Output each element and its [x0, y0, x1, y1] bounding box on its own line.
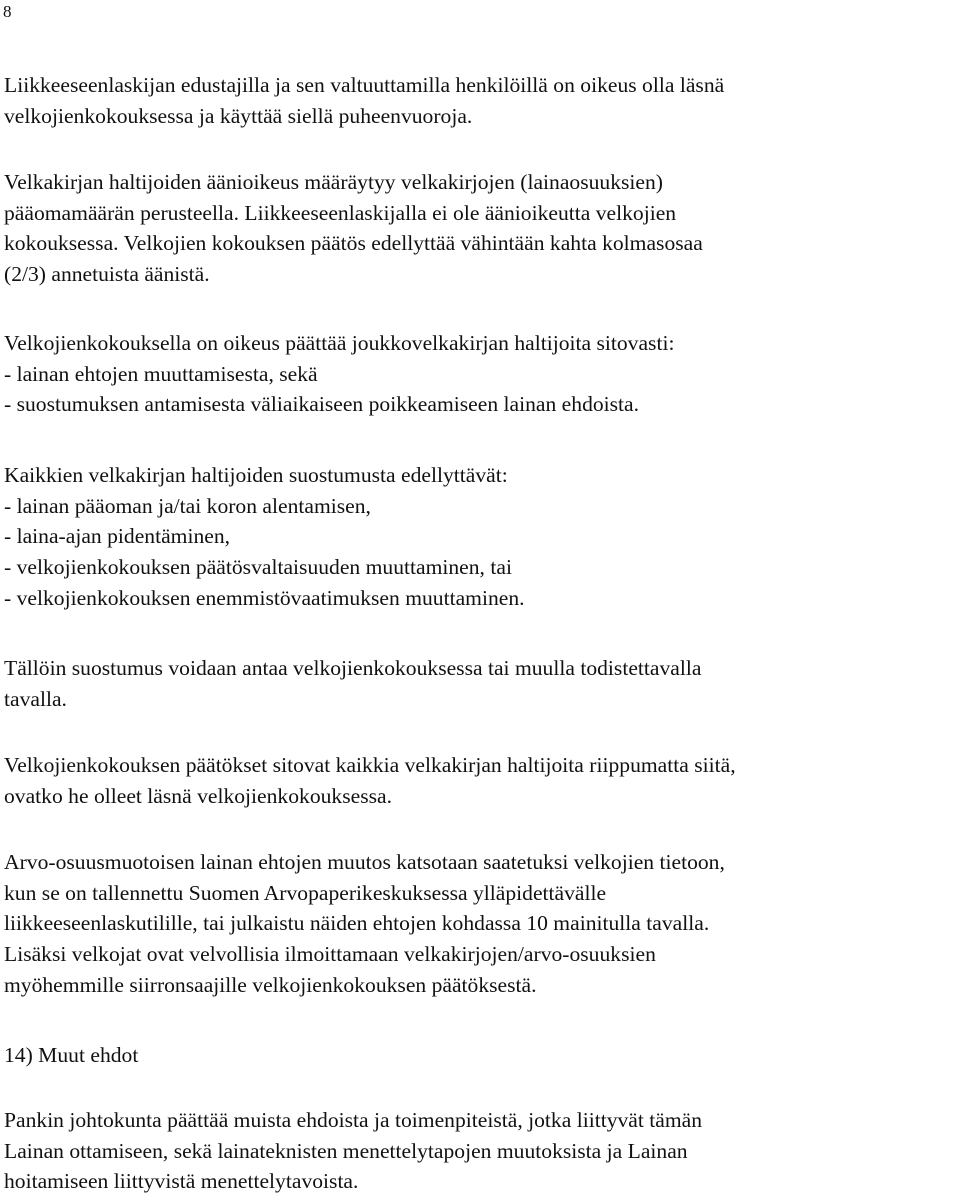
text-line: - laina-ajan pidentäminen, [4, 524, 231, 549]
text-line: pääomamäärän perusteella. Liikkeeseenlaskijalla ei ole äänioikeutta velkojien [4, 200, 677, 225]
text-line: ovatko he olleet läsnä velkojienkokouksessa. [4, 783, 392, 808]
paragraph-other-terms [4, 1105, 954, 1197]
text-line: - velkojienkokouksen päätösvaltaisuuden muuttaminen, tai [4, 555, 512, 580]
text-line: - velkojienkokouksen enemmistövaatimuksen muuttaminen. [4, 585, 525, 610]
text-line: Velkakirjan haltijoiden äänioikeus määräytyy velkakirjojen (lainaosuuksien) [4, 170, 663, 194]
paragraph-observers [4, 70, 954, 131]
text-line: Pankin johtokunta päättää muista ehdoista ja toimenpiteistä, jotka liittyvät tämän [4, 1108, 703, 1132]
text-line: Velkojienkokouksella on oikeus päättää joukkovelkakirjan haltijoita sitovasti: [4, 331, 675, 355]
text-line: kokouksessa. Velkojien kokouksen päätös edellyttää vähintään kahta kolmasosaa [4, 231, 703, 256]
text-line: Kaikkien velkakirjan haltijoiden suostumusta edellyttävät: [4, 463, 508, 487]
text-line: velkojienkokouksessa ja käyttää siellä puheenvuoroja. [4, 103, 473, 128]
section-heading [4, 1040, 954, 1071]
text-line: kun se on tallennettu Suomen Arvopaperikeskuksessa ylläpidettävälle [4, 880, 607, 905]
text-line: - lainan ehtojen muuttamisesta, sekä [4, 361, 318, 386]
text-line: tavalla. [4, 686, 67, 711]
text-line: myöhemmille siirronsaajille velkojienkokouksen päätöksestä. [4, 972, 537, 997]
text-line: Arvo-osuusmuotoisen lainan ehtojen muutos katsotaan saatetuksi velkojien tietoon, [4, 850, 725, 874]
text-line: - suostumuksen antamisesta väliaikaiseen poikkeamiseen lainan ehdoista. [4, 392, 640, 417]
paragraph-binding-decisions [4, 750, 954, 811]
paragraph-voting-rights [4, 167, 954, 290]
paragraph-notification [4, 847, 954, 1000]
text-line: Velkojienkokouksen päätökset sitovat kaikkia velkakirjan haltijoita riippumatta siitä, [4, 753, 736, 777]
text-line: - lainan pääoman ja/tai koron alentamisen, [4, 493, 371, 518]
text-line: liikkeeseenlaskutilille, tai julkaistu näiden ehtojen kohdassa 10 mainitulla tavalla. [4, 911, 710, 936]
text-line: Lainan ottamiseen, sekä lainateknisten menettelytapojen muutoksista ja Lainan [4, 1138, 688, 1163]
paragraph-unanimous-consent [4, 460, 954, 613]
heading-line: 14) Muut ehdot [4, 1043, 139, 1067]
page-number: 8 [3, 2, 12, 21]
text-line: Lisäksi velkojat ovat velvollisia ilmoittamaan velkakirjojen/arvo-osuuksien [4, 942, 656, 967]
text-line: Tällöin suostumus voidaan antaa velkojienkokouksessa tai muulla todistettavalla [4, 656, 702, 680]
text-line: (2/3) annetuista äänistä. [4, 262, 210, 287]
paragraph-meeting-powers [4, 328, 954, 420]
text-line: Liikkeeseenlaskijan edustajilla ja sen valtuuttamilla henkilöillä on oikeus olla läsnä [4, 73, 725, 97]
text-line: hoitamiseen liittyvistä menettelytavoista. [4, 1169, 359, 1194]
paragraph-consent-method [4, 653, 954, 714]
